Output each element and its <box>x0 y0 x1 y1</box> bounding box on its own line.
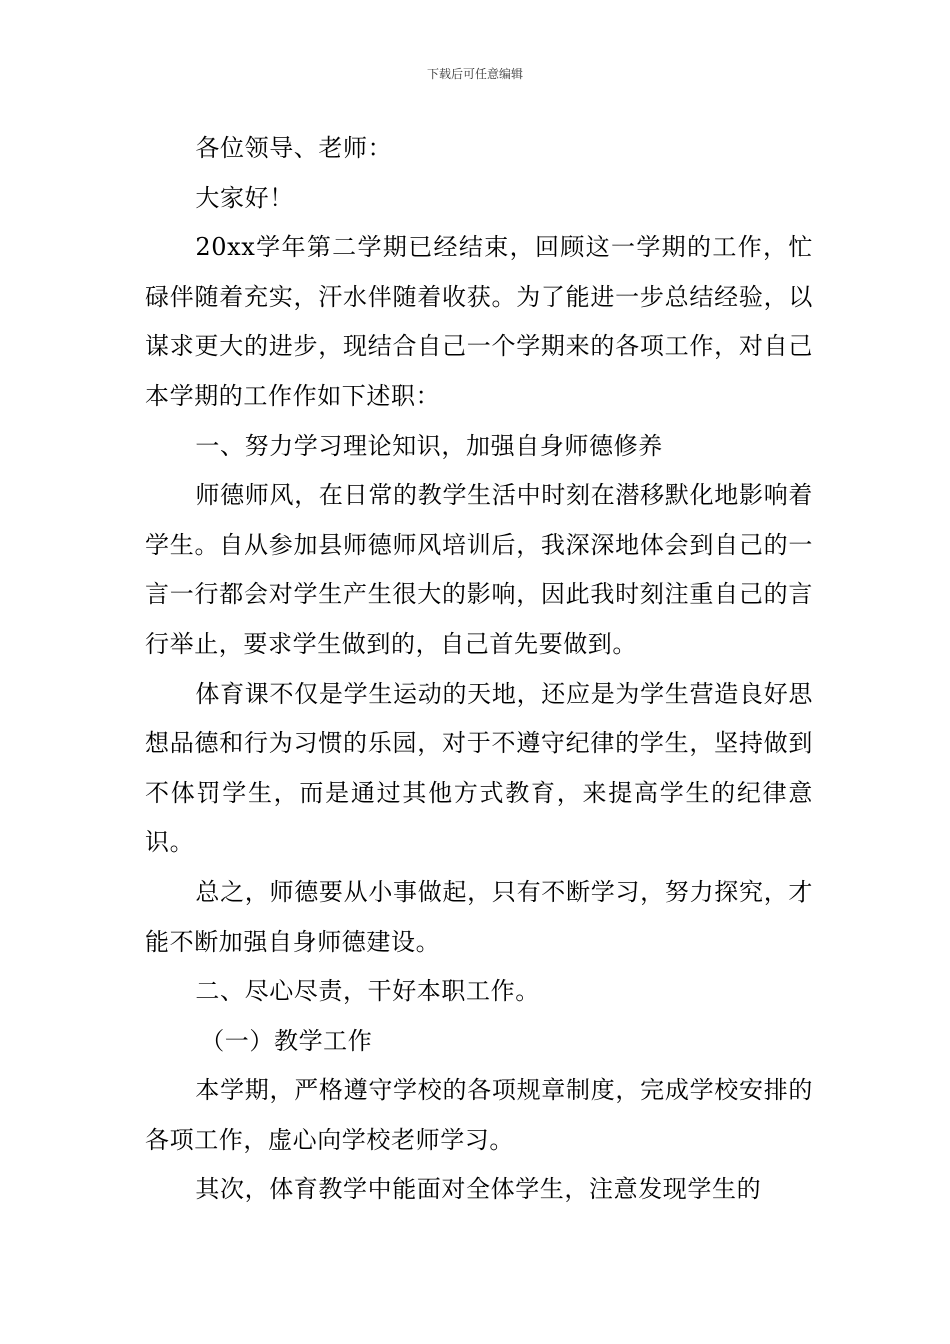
salutation-line: 大家好！ <box>195 183 294 212</box>
section-heading-2: 二、尽心尽责，干好本职工作。 <box>195 977 540 1006</box>
section-heading-1: 一、努力学习理论知识，加强自身师德修养 <box>195 431 663 460</box>
greeting-line: 各位领导、老师： <box>195 134 393 162</box>
subsection-heading-1: （一）教学工作 <box>200 1026 373 1055</box>
teaching-paragraph: 本学期，严格遵守学校的各项规章制度，完成学校安排的各项工作，虚心向学校老师学习。 <box>145 1076 813 1154</box>
next-paragraph: 其次，体育教学中能面对全体学生，注意发现学生的 <box>195 1175 762 1204</box>
document-body <box>145 124 813 1215</box>
download-note: 下载后可任意编辑 <box>426 67 523 81</box>
ethics-paragraph: 师德师风，在日常的教学生活中时刻在潜移默化地影响着学生。自从参加县师德师风培训后，我深深地体会到自己的一言一行都会对学生产生很大的影响，因此我时刻注重自己的言行举止，要求学生做到的，自己首先要做到。 <box>145 481 813 658</box>
pe-class-paragraph: 体育课不仅是学生运动的天地，还应是为学生营造良好思想品德和行为习惯的乐园，对于不遵守纪律的学生，坚持做到不体罚学生，而是通过其他方式教育，来提高学生的纪律意识。 <box>145 679 813 857</box>
intro-paragraph: 20xx学年第二学期已经结束，回顾这一学期的工作，忙碌伴随着充实，汗水伴随着收获。为了能进一步总结经验，以谋求更大的进步，现结合自己一个学期来的各项工作，对自己本学期的工作作如下述职： <box>145 233 813 410</box>
summary-paragraph: 总之，师德要从小事做起，只有不断学习，努力探究，才能不断加强自身师德建设。 <box>145 877 813 956</box>
